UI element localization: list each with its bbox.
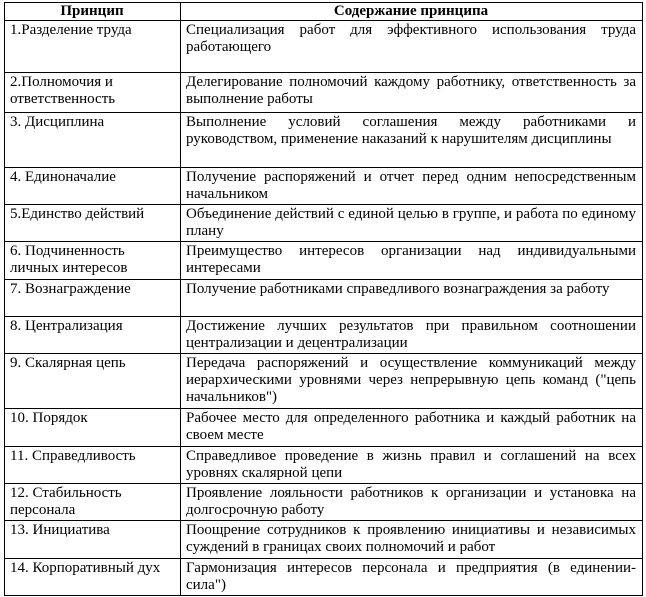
table-row [5, 409, 643, 447]
principle-cell: 14. Корпоративный дух [5, 559, 181, 596]
table-row [5, 521, 643, 559]
principle-cell: 8. Централизация [5, 317, 181, 354]
table-row [5, 447, 643, 484]
principle-cell: 1.Разделение труда [5, 21, 181, 73]
content-cell: Рабочее место для определенного работника и каждый работник на своем месте [181, 409, 643, 447]
principle-cell: 7. Вознаграждение [5, 280, 181, 317]
content-cell: Поощрение сотрудников к проявлению инициативы и независимых суждений в границах своих полномочий и работ [181, 521, 643, 559]
content-cell: Передача распоряжений и осуществление коммуникаций между иерархическими уровнями через непрерывную цепь команд ("цепь начальников") [181, 354, 643, 409]
table-row [5, 354, 643, 409]
content-cell: Делегирование полномочий каждому работнику, ответственность за выполнение работы [181, 73, 643, 113]
principle-cell: 3. Дисциплина [5, 113, 181, 168]
table-row [5, 113, 643, 168]
content-cell: Достижение лучших результатов при правильном соотношении централизации и децентрализации [181, 317, 643, 354]
principle-cell: 5.Единство действий [5, 205, 181, 242]
principle-cell: 9. Скалярная цепь [5, 354, 181, 409]
table-row [5, 484, 643, 521]
content-cell: Получение распоряжений и отчет перед одним непосредственным начальником [181, 168, 643, 205]
table-row [5, 205, 643, 242]
principles-table-container [4, 2, 642, 596]
table-row [5, 280, 643, 317]
table-row [5, 168, 643, 205]
table-row [5, 21, 643, 73]
table-row [5, 242, 643, 280]
table-row [5, 73, 643, 113]
principle-cell: 2.Полномочия и ответственность [5, 73, 181, 113]
table-row [5, 317, 643, 354]
content-cell: Получение работниками справедливого вознаграждения за работу [181, 280, 643, 317]
principle-cell: 4. Единоначалие [5, 168, 181, 205]
table-header-row [5, 3, 643, 21]
content-cell: Справедливое проведение в жизнь правил и соглашений на всех уровнях скалярной цепи [181, 447, 643, 484]
table-row [5, 559, 643, 596]
content-cell: Гармонизация интересов персонала и предприятия (в единении-сила") [181, 559, 643, 596]
content-cell: Выполнение условий соглашения между работниками и руководством, применение наказаний к нарушителям дисциплины [181, 113, 643, 168]
principle-cell: 6. Подчиненность личных интересов [5, 242, 181, 280]
principle-cell: 12. Стабильность персонала [5, 484, 181, 521]
content-cell: Преимущество интересов организации над индивидуальными интересами [181, 242, 643, 280]
header-principle: Принцип [5, 3, 181, 21]
content-cell: Проявление лояльности работников к организации и установка на долгосрочную работу [181, 484, 643, 521]
principle-cell: 11. Справедливость [5, 447, 181, 484]
content-cell: Специализация работ для эффективного использования труда работающего [181, 21, 643, 73]
principles-table [4, 2, 643, 596]
header-content: Содержание принципа [181, 3, 643, 21]
content-cell: Объединение действий с единой целью в группе, и работа по единому плану [181, 205, 643, 242]
principle-cell: 10. Порядок [5, 409, 181, 447]
principle-cell: 13. Инициатива [5, 521, 181, 559]
